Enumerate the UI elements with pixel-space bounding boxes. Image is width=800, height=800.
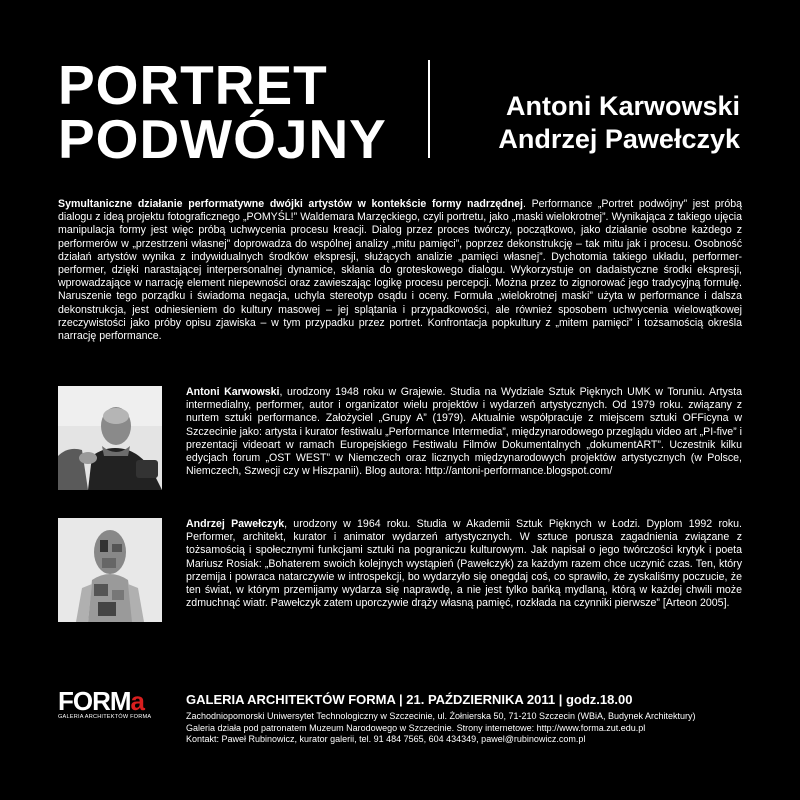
photo-antoni-karwowski <box>58 386 162 490</box>
intro-paragraph <box>58 198 742 343</box>
forma-logo <box>58 688 168 720</box>
artist-name-2: Andrzej Pawełczyk <box>498 124 740 154</box>
bio-1-name: Antoni Karwowski <box>186 386 280 398</box>
intro-body: . Performance „Portret podwójny” jest próbą dialogu z ideą projektu fotograficznego „POMYŚL!” Waldemara Marzęckiego, czyli portretu, jako „maski wielokrotnej”. Wynikająca z takiego ujęcia manipulacja formy jest więc próbą uchwycenia procesu kreacji. Dialog przez proces twórczy, początkowo, jako działanie osobne każdego z performerów w „przestrzeni własnej” doprowadza do wspólnej analizy „mitu pamięci”, poprzez dekonstrukcję – tak mitu jak i procesu. Osobność działań artystów wynika z indywidualnych środków ekspresji, służących analizie „pamięci własnej”. Dychotomia takiego układu, performer-performer, dzięki narastającej interpersonalnej dynamice, skłania do groteskowego dialogu. Wykorzystuje on dadaistyczne środki ekspresji, wprowadzające w narrację element niepewności oraz zawieszając logikę procesu percepcji. Można przez to zignorować jego tradycyjną formułę. Naruszenie tego porządku i świadoma negacja, uchyla stereotyp osądu i oceny. Formuła „wielokrotnej maski” użyta w performance i dalsza dekonstrukcja, jest odniesieniem do kultury masowej – jej splątania i przypadkowości, ale również sposobem uchwycenia wielowątkowej rzeczywistości jako próby opisu zjawiska – w tym przypadku przez portret. Konfrontacja popkultury z „mitem pamięci” i tożsamością określa narrację performance. <box>58 198 743 343</box>
bio-2-text: , urodzony w 1964 roku. Studia w Akademii Sztuk Pięknych w Łodzi. Dyplom 1992 roku. Performer, architekt, kurator i animator wydarzeń artystycznych. W sztuce porusza zagadnienia związane z tożsamością i społecznymi funkcjami sztuki na pograniczu kulturowym. Jak napisał o jego twórczości krytyk i poeta Mariusz Rosiak: „Bohaterem swoich kolejnych wystąpień (Pawełczyk) za każdym razem chce uczynić czas. Ten, który przemija i powraca natarczywie w introspekcji, bo wydarzyło się onegdaj coś, co sprawiło, że zyskaliśmy poczucie, że ten świat, w którym przemijamy wydarza się naprawdę, a nie jest tylko bańką mydlaną, którą w każdej chwili może zdmuchnąć wiatr. Pawełczyk zatem uporczywie drąży własną pamięć, rozkłada na czynniki pierwsze” [Arteon 2005]. <box>186 518 742 610</box>
logo-wordmark <box>58 688 168 714</box>
bio-2-name: Andrzej Pawełczyk <box>186 518 285 530</box>
artist-name-1: Antoni Karwowski <box>505 91 740 121</box>
title-line-1: PORTRET <box>58 54 328 116</box>
logo-accent-letter: a <box>130 686 145 716</box>
artist-names <box>498 90 740 156</box>
logo-subtitle: GALERIA ARCHITEKTÓW FORMA <box>58 714 152 720</box>
bio-1-text: , urodzony 1948 roku w Grajewie. Studia na Wydziale Sztuk Pięknych UMK w Toruniu. Artysta intermedialny, performer, autor i organizator wielu projektów i wydarzeń artystycznych. Od 1979 roku. związany z nurtem sztuki performance. Założyciel „Grupy A” (1979). Aktualnie współpracuje z miejscem sztuki OFFicyna w Szczecinie jako: artysta i kurator festiwalu „Performance Intermedia”, międzynarodowego przeglądu video art „PI-five” i prezentacji videoart w ramach Europejskiego Festiwalu Filmów Dokumentalnych „dokumentART”. Uczestnik kilku edycjach forum „OST WEST” w Niemczech oraz licznych międzynarodowych projektów artystycznych (w Polsce, Niemczech, Szwecji czy w Hiszpanii). Blog autora: http://antoni-performance.blogspot.com/ <box>186 386 742 478</box>
title-divider <box>428 60 430 158</box>
photo-andrzej-pawelczyk <box>58 518 162 622</box>
poster-title <box>58 54 387 170</box>
logo-main-text: FORM <box>58 686 131 716</box>
event-contact: Kontakt: Paweł Rubinowicz, kurator galerii, tel. 91 484 7565, 604 434349, pawel@rubinowicz.com.pl <box>186 734 586 744</box>
event-patronage: Galeria działa pod patronatem Muzeum Narodowego w Szczecinie. Strony internetowe: http://www.forma.zut.edu.pl <box>186 722 646 733</box>
event-headline: GALERIA ARCHITEKTÓW FORMA | 21. PAŹDZIERNIKA 2011 | godz.18.00 <box>186 692 633 707</box>
portrait-photo-2 <box>58 518 162 622</box>
portrait-photo-1 <box>58 386 162 490</box>
event-info <box>186 692 766 746</box>
intro-lead: Symultaniczne działanie performatywne dwójki artystów w kontekście formy nadrzędnej <box>58 198 523 210</box>
bio-antoni-karwowski <box>186 386 742 478</box>
title-line-2: PODWÓJNY <box>58 108 387 170</box>
event-address: Zachodniopomorski Uniwersytet Technologiczny w Szczecinie, ul. Żołnierska 50, 71-210 Szczecin (WBiA, Budynek Architektury) <box>186 711 696 721</box>
bio-andrzej-pawelczyk <box>186 518 742 610</box>
